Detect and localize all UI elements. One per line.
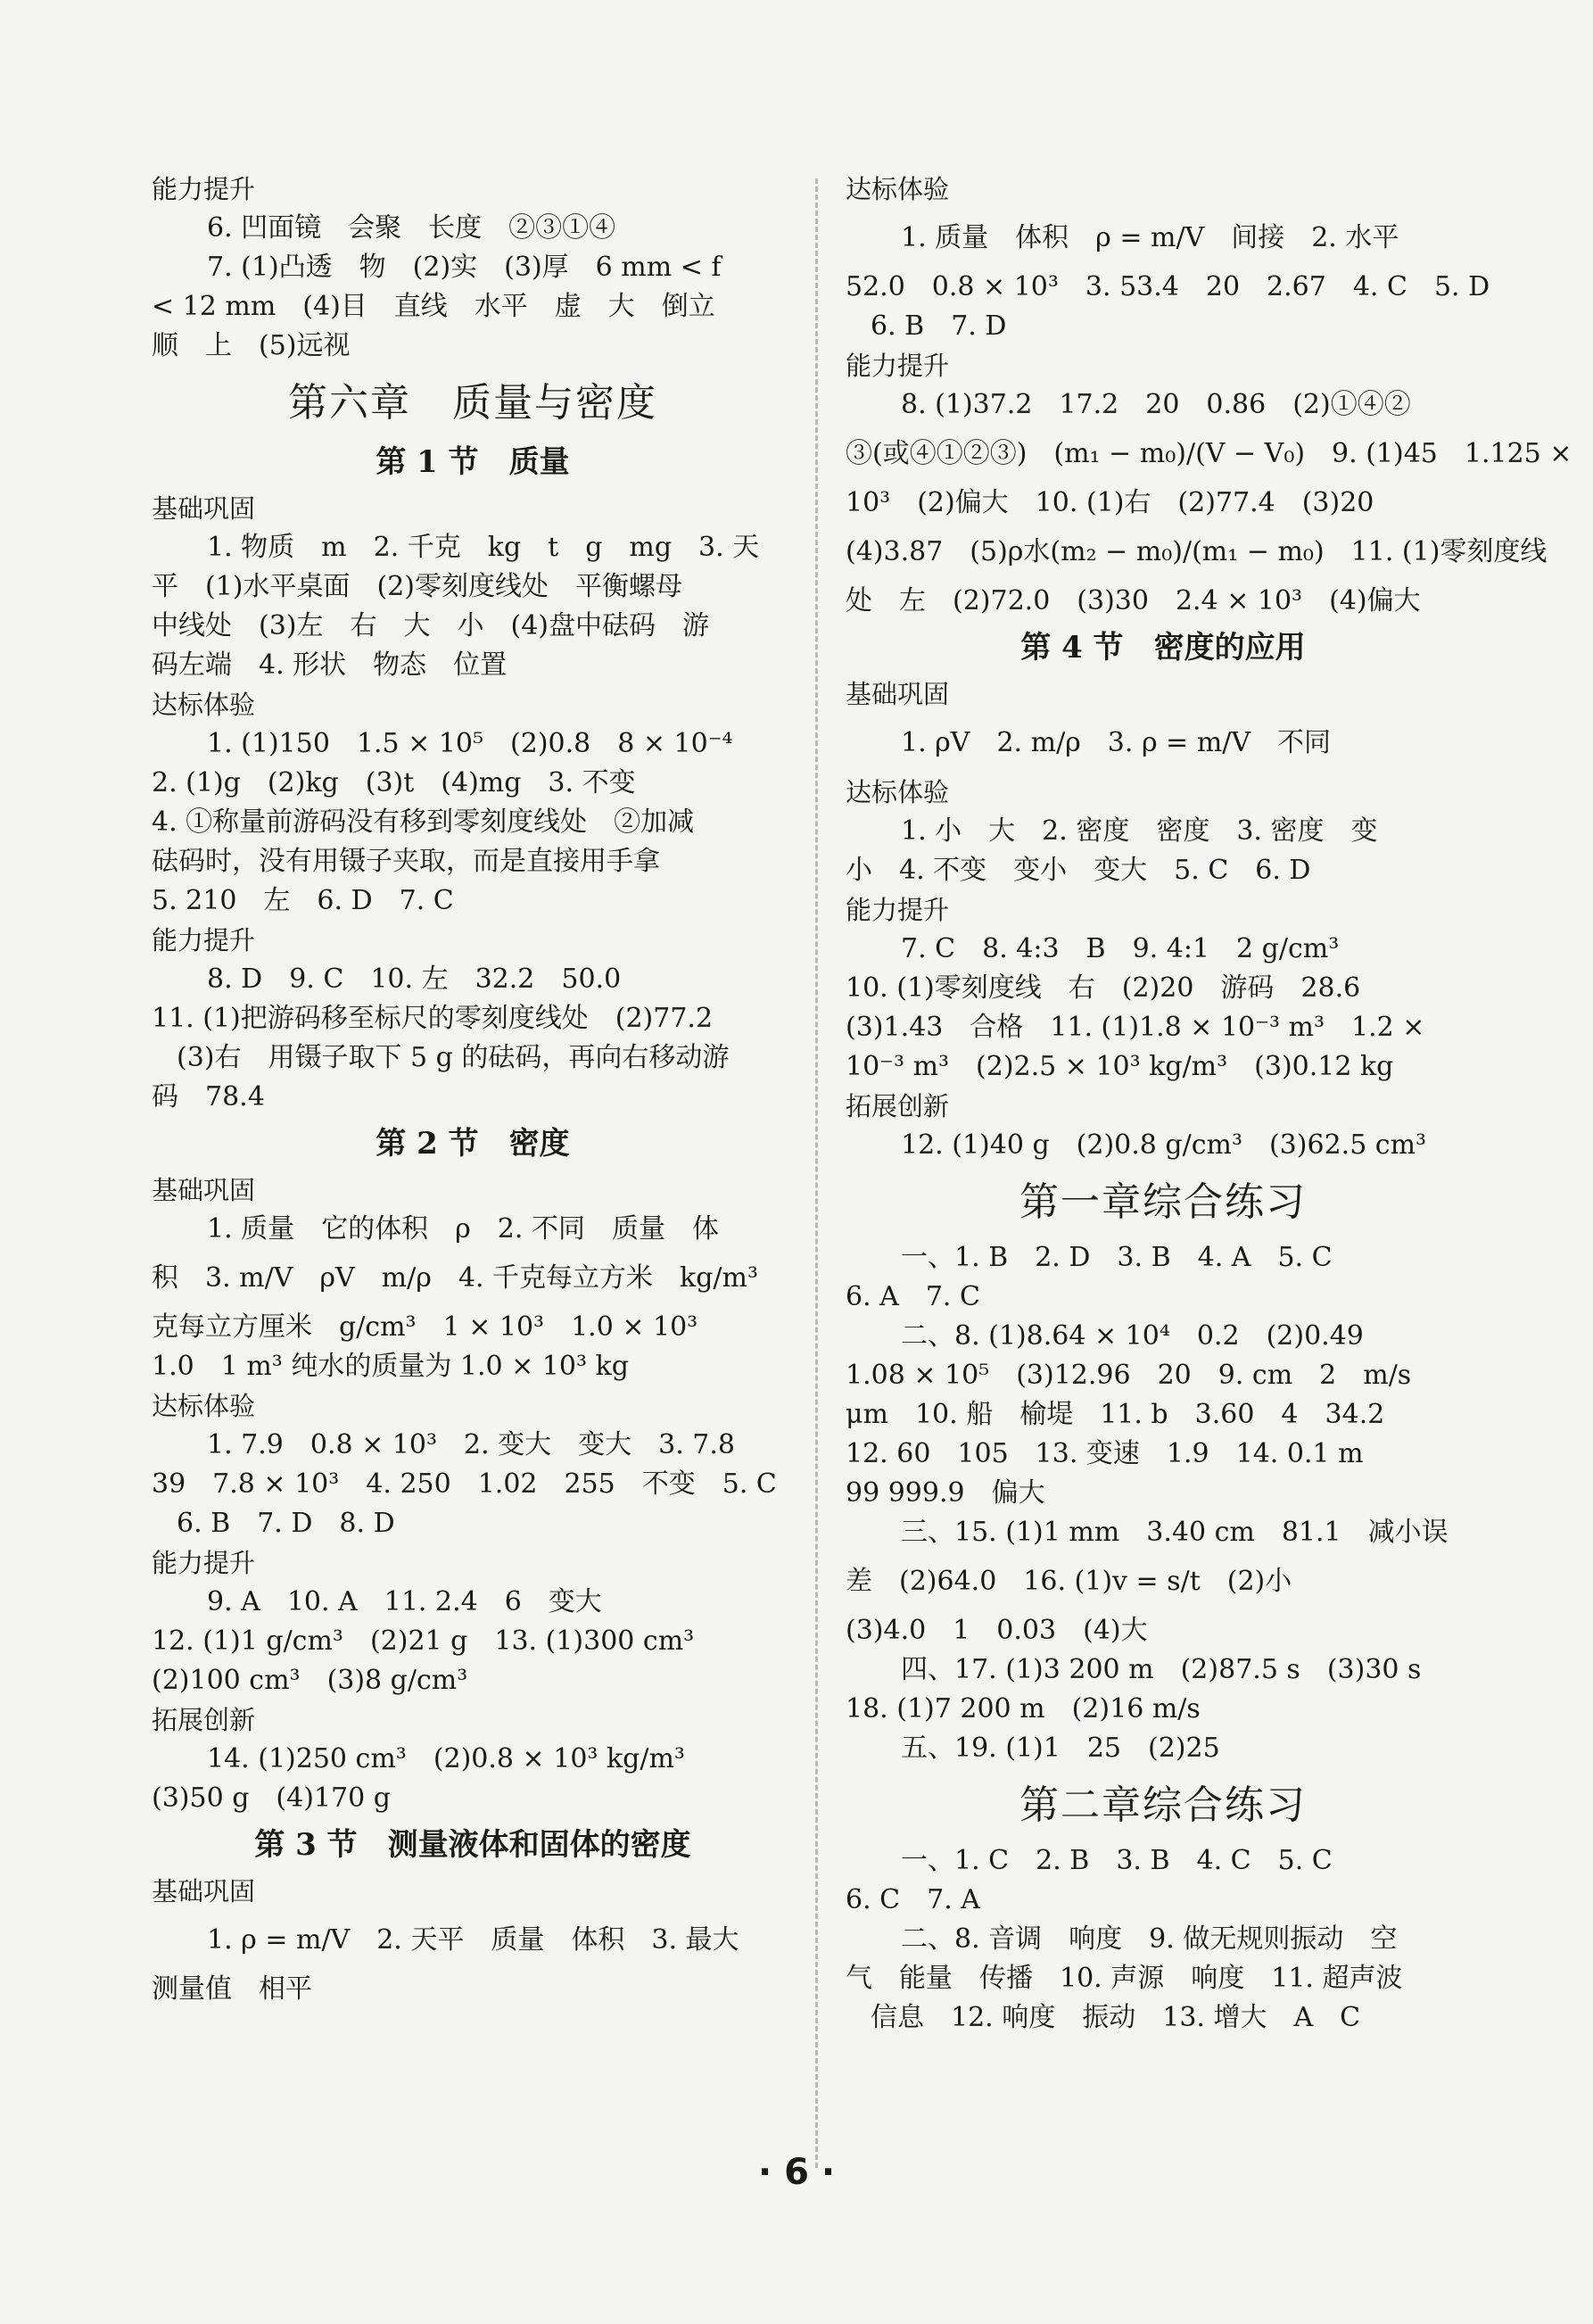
- answer-line: 码 78.4: [152, 1081, 265, 1112]
- answer-line: (3)4.0 1 0.03 (4)大: [846, 1615, 1148, 1646]
- chapter-title: 第二章综合练习: [1019, 1782, 1307, 1828]
- answer-line: 二、8. (1)8.64 × 10⁴ 0.2 (2)0.49: [901, 1320, 1364, 1352]
- answer-line: 信息 12. 响度 振动 13. 增大 A C: [871, 2002, 1361, 2033]
- category-heading: 能力提升: [846, 895, 950, 925]
- answer-line: 8. (1)37.2 17.2 20 0.86 (2)①④②: [901, 389, 1411, 420]
- chapter-title: 第六章 质量与密度: [288, 380, 657, 426]
- answer-line: 1. 小 大 2. 密度 密度 3. 密度 变: [901, 815, 1378, 847]
- category-heading: 基础巩固: [152, 493, 256, 524]
- category-heading: 能力提升: [152, 1548, 256, 1578]
- category-heading: 拓展创新: [846, 1091, 950, 1121]
- answer-line: 平 (1)水平桌面 (2)零刻度线处 平衡螺母: [152, 571, 682, 602]
- answer-line: 6. 凹面镜 会聚 长度 ②③①④: [207, 212, 616, 244]
- answer-line: 1.0 1 m³ 纯水的质量为 1.0 × 10³ kg: [152, 1351, 629, 1382]
- answer-line: 12. (1)1 g/cm³ (2)21 g 13. (1)300 cm³: [152, 1625, 695, 1657]
- answer-line: 三、15. (1)1 mm 3.40 cm 81.1 减小误: [901, 1517, 1449, 1548]
- answer-line: < 12 mm (4)目 直线 水平 虚 大 倒立: [152, 291, 715, 322]
- answer-line: 9. A 10. A 11. 2.4 6 变大: [207, 1586, 602, 1617]
- answer-line: 6. C 7. A: [846, 1884, 980, 1915]
- answer-line: 6. B 7. D 8. D: [177, 1508, 395, 1539]
- answer-line: 码左端 4. 形状 物态 位置: [152, 649, 508, 681]
- left-column: [152, 170, 794, 2009]
- category-heading: 达标体验: [152, 1391, 256, 1421]
- answer-line: 顺 上 (5)远视: [152, 330, 351, 361]
- column-divider: [815, 178, 818, 2168]
- chapter-title: 第一章综合练习: [1019, 1179, 1307, 1225]
- answer-line: 8. D 9. C 10. 左 32.2 50.0: [207, 964, 622, 995]
- answer-line: ③(或④①②③) (m₁ − m₀)/(V − V₀) 9. (1)45 1.125 ×: [846, 438, 1572, 469]
- answer-line: 4. ①称量前游码没有移到零刻度线处 ②加减: [152, 806, 695, 838]
- answer-line: 18. (1)7 200 m (2)16 m/s: [846, 1693, 1201, 1724]
- answer-line: 砝码时，没有用镊子夹取，而是直接用手拿: [152, 846, 660, 877]
- section-title: 第 2 节 密度: [376, 1126, 570, 1162]
- answer-line: 11. (1)把游码移至标尺的零刻度线处 (2)77.2: [152, 1003, 714, 1034]
- right-column: [846, 170, 1572, 2038]
- category-heading: 基础巩固: [152, 1876, 256, 1906]
- answer-line: 处 左 (2)72.0 (3)30 2.4 × 10³ (4)偏大: [846, 585, 1421, 616]
- category-heading: 拓展创新: [152, 1705, 256, 1735]
- answer-line: (3)右 用镊子取下 5 g 的砝码，再向右移动游: [177, 1042, 730, 1073]
- answer-line: 测量值 相平: [152, 1973, 312, 2005]
- answer-line: 99 999.9 偏大: [846, 1477, 1045, 1509]
- answer-line: 一、1. C 2. B 3. B 4. C 5. C: [901, 1845, 1333, 1876]
- answer-line: 12. (1)40 g (2)0.8 g/cm³ (3)62.5 cm³: [901, 1129, 1427, 1161]
- answer-line: 52.0 0.8 × 10³ 3. 53.4 20 2.67 4. C 5. D: [846, 271, 1490, 302]
- answer-line: 10³ (2)偏大 10. (1)右 (2)77.4 (3)20: [846, 487, 1374, 518]
- answer-line: 五、19. (1)1 25 (2)25: [901, 1733, 1220, 1764]
- answer-line: 14. (1)250 cm³ (2)0.8 × 10³ kg/m³: [207, 1743, 685, 1774]
- answer-line: 12. 60 105 13. 变速 1.9 14. 0.1 m: [846, 1438, 1364, 1469]
- answer-line: 6. A 7. C: [846, 1281, 980, 1312]
- answer-line: 小 4. 不变 变小 变大 5. C 6. D: [846, 855, 1311, 886]
- section-title: 第 1 节 质量: [376, 444, 570, 480]
- answer-line: 四、17. (1)3 200 m (2)87.5 s (3)30 s: [901, 1654, 1422, 1685]
- answer-line: (3)50 g (4)170 g: [152, 1782, 391, 1814]
- answer-line: (3)1.43 合格 11. (1)1.8 × 10⁻³ m³ 1.2 ×: [846, 1012, 1425, 1043]
- answer-line: 7. (1)凸透 物 (2)实 (3)厚 6 mm < f: [207, 252, 722, 283]
- answer-line: 1.08 × 10⁵ (3)12.96 20 9. cm 2 m/s: [846, 1360, 1412, 1391]
- answer-line: 1. 质量 它的体积 ρ 2. 不同 质量 体: [207, 1213, 719, 1245]
- answer-line: 1. 7.9 0.8 × 10³ 2. 变大 变大 3. 7.8: [207, 1429, 736, 1460]
- answer-line: 一、1. B 2. D 3. B 4. A 5. C: [901, 1242, 1333, 1273]
- answer-line: 二、8. 音调 响度 9. 做无规则振动 空: [901, 1923, 1398, 1955]
- category-heading: 能力提升: [846, 351, 950, 381]
- category-heading: 达标体验: [846, 777, 950, 807]
- answer-line: 1. ρV 2. m/ρ 3. ρ = m/V 不同: [901, 727, 1332, 758]
- answer-line: 2. (1)g (2)kg (3)t (4)mg 3. 不变: [152, 767, 636, 798]
- answer-line: 6. B 7. D: [871, 310, 1007, 342]
- section-title: 第 3 节 测量液体和固体的密度: [254, 1827, 691, 1863]
- answer-line: 积 3. m/V ρV m/ρ 4. 千克每立方米 kg/m³: [152, 1262, 758, 1294]
- category-heading: 能力提升: [152, 925, 256, 955]
- answer-line: 39 7.8 × 10³ 4. 250 1.02 255 不变 5. C: [152, 1468, 777, 1500]
- answer-line: μm 10. 船 榆堤 11. b 3.60 4 34.2: [846, 1399, 1385, 1430]
- answer-line: 气 能量 传播 10. 声源 响度 11. 超声波: [846, 1963, 1403, 1994]
- answer-line: 7. C 8. 4:3 B 9. 4:1 2 g/cm³: [901, 933, 1340, 964]
- answer-line: 5. 210 左 6. D 7. C: [152, 885, 454, 916]
- answer-line: 1. 质量 体积 ρ = m/V 间接 2. 水平: [901, 222, 1399, 253]
- answer-line: 中线处 (3)左 右 大 小 (4)盘中砝码 游: [152, 610, 709, 641]
- category-heading: 达标体验: [846, 174, 950, 204]
- answer-line: 10⁻³ m³ (2)2.5 × 10³ kg/m³ (3)0.12 kg: [846, 1051, 1394, 1082]
- category-heading: 达标体验: [152, 690, 256, 720]
- answer-line: 10. (1)零刻度线 右 (2)20 游码 28.6: [846, 972, 1361, 1004]
- page-number: · 6 ·: [757, 2152, 836, 2193]
- answer-line: 1. ρ = m/V 2. 天平 质量 体积 3. 最大: [207, 1924, 739, 1956]
- answer-line: 克每立方厘米 g/cm³ 1 × 10³ 1.0 × 10³: [152, 1311, 698, 1343]
- category-heading: 能力提升: [152, 174, 256, 204]
- category-heading: 基础巩固: [846, 679, 950, 709]
- answer-line: (4)3.87 (5)ρ水(m₂ − m₀)/(m₁ − m₀) 11. (1)零刻度线: [846, 536, 1548, 567]
- answer-line: 1. (1)150 1.5 × 10⁵ (2)0.8 8 × 10⁻⁴: [207, 728, 733, 759]
- answer-line: (2)100 cm³ (3)8 g/cm³: [152, 1665, 468, 1696]
- section-title: 第 4 节 密度的应用: [1020, 630, 1306, 666]
- answer-line: 差 (2)64.0 16. (1)v = s/t (2)小: [846, 1566, 1292, 1597]
- answer-line: 1. 物质 m 2. 千克 kg t g mg 3. 天: [207, 532, 760, 563]
- category-heading: 基础巩固: [152, 1175, 256, 1205]
